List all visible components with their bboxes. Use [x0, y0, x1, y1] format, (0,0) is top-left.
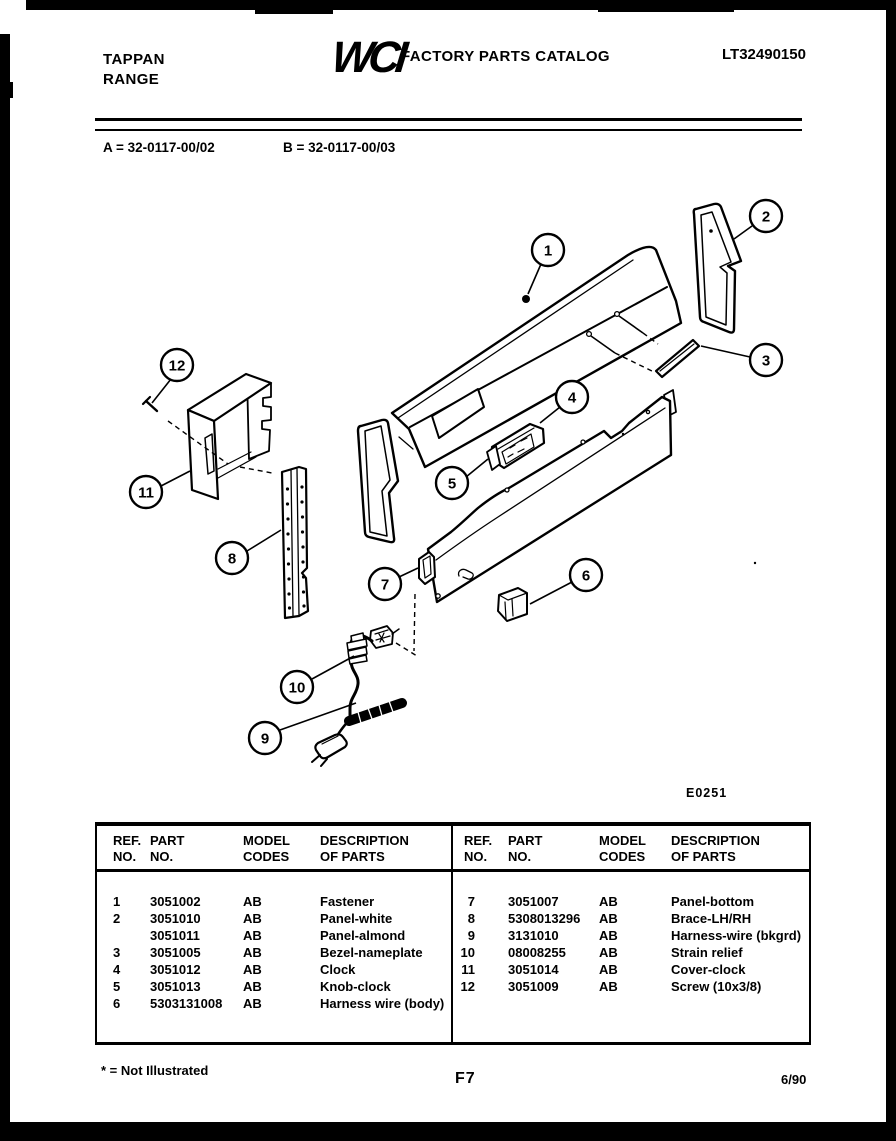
header-model: MODEL CODES: [243, 833, 290, 864]
header-part: PART NO.: [508, 833, 543, 864]
parts-table-right: [453, 826, 809, 1042]
table-row: 3051011 AB Panel-almond: [150, 928, 406, 943]
publication-number: LT32490150: [722, 46, 806, 63]
svg-text:11: 11: [138, 484, 154, 502]
model-a-label: A = 32-0117-00/02: [103, 140, 215, 155]
brand-line-1: TAPPAN: [103, 51, 165, 68]
scan-border-right: [886, 0, 896, 1141]
date-code: 6/90: [781, 1072, 807, 1087]
table-row: 7 3051007 AB Panel-bottom: [467, 894, 755, 909]
header-model: MODEL CODES: [599, 833, 646, 864]
scan-border-top: [26, 0, 896, 10]
svg-text:6: 6: [581, 567, 591, 585]
callout-2: [750, 200, 782, 232]
table-row: 4 3051012 AB Clock: [113, 962, 356, 977]
bezel-nameplate: [656, 340, 699, 377]
callout-3: [750, 344, 782, 376]
svg-text:10: 10: [288, 679, 306, 697]
scan-smudge-top-2: [598, 0, 734, 12]
screw-hole: [615, 312, 620, 317]
screw-hole: [709, 229, 713, 233]
table-row: 3 3051005 AB Bezel-nameplate: [113, 945, 423, 960]
callout-4: [556, 381, 588, 413]
page-number: F7: [455, 1070, 476, 1087]
parts-table-left: [97, 826, 453, 1042]
header-desc: DESCRIPTION OF PARTS: [671, 833, 760, 864]
callout-1: [532, 234, 564, 266]
svg-text:5: 5: [447, 475, 457, 493]
svg-text:3: 3: [761, 352, 771, 370]
svg-text:1: 1: [543, 242, 553, 260]
scan-smudge-left: [0, 82, 13, 98]
table-row: 12 3051009 AB Screw (10x3/8): [460, 979, 762, 994]
harness-wire: [312, 626, 402, 766]
header-rule: [95, 118, 802, 131]
callout-11: [130, 476, 162, 508]
scan-border-left: [0, 34, 10, 1141]
fastener: [522, 295, 530, 303]
figure-code: E0251: [686, 786, 728, 800]
table-header-right: [453, 826, 809, 865]
table-row: 10 08008255 AB Strain relief: [460, 945, 743, 960]
header-ref: REF. NO.: [464, 833, 493, 864]
table-row: 8 5308013296 AB Brace-LH/RH: [467, 911, 752, 926]
cover-clock: [188, 374, 271, 499]
scan-border-bottom: [0, 1122, 896, 1141]
svg-text:7: 7: [380, 576, 390, 594]
brand-block: [103, 50, 165, 90]
callout-8: [216, 542, 248, 574]
svg-text:2: 2: [761, 208, 771, 226]
end-panel-right: [694, 204, 741, 333]
catalog-title: FACTORY PARTS CATALOG: [401, 48, 610, 65]
not-illustrated-note: * = Not Illustrated: [101, 1063, 209, 1078]
callout-12: [161, 349, 193, 381]
callout-5: [436, 467, 468, 499]
scan-smudge-top-1: [255, 0, 333, 14]
table-header-rule: [453, 869, 809, 872]
scan-speck: [754, 562, 756, 564]
table-header-left: [97, 826, 451, 865]
end-panel-left: [358, 420, 398, 542]
table-row: 11 3051014 AB Cover-clock: [461, 962, 746, 977]
scan-speck: [622, 433, 624, 435]
callout-9: [249, 722, 281, 754]
model-b-label: B = 32-0117-00/03: [283, 140, 396, 155]
callout-10: [281, 671, 313, 703]
dashed-line: [414, 594, 415, 651]
strain-relief: [347, 633, 367, 664]
table-row: 6 5303131008 AB Harness wire (body): [113, 996, 445, 1011]
header-desc: DESCRIPTION OF PARTS: [320, 833, 409, 864]
screw-hole: [587, 332, 592, 337]
table-row: 2 3051010 AB Panel-white: [113, 911, 393, 926]
header-part: PART NO.: [150, 833, 185, 864]
dashed-line: [240, 467, 272, 473]
svg-text:12: 12: [168, 357, 186, 375]
panel-bottom-end-flange: [419, 552, 435, 584]
table-header-rule: [97, 869, 451, 872]
parts-list-table: [95, 822, 811, 1045]
header-ref: REF. NO.: [113, 833, 142, 864]
callout-7: [369, 568, 401, 600]
wci-logo: WCI: [329, 33, 406, 82]
wire-connector: [498, 588, 527, 621]
table-row: 9 3131010 AB Harness-wire (bkgrd): [467, 928, 802, 943]
coiled-cord: [349, 703, 402, 721]
clock: [487, 424, 544, 470]
brace: [282, 467, 308, 618]
callout-6: [570, 559, 602, 591]
svg-text:8: 8: [227, 550, 237, 568]
table-row: 5 3051013 AB Knob-clock: [113, 979, 391, 994]
svg-text:9: 9: [260, 730, 270, 748]
exploded-parts-diagram: [85, 170, 815, 815]
power-plug: [312, 734, 347, 766]
brand-line-2: RANGE: [103, 71, 160, 88]
table-row: 1 3051002 AB Fastener: [113, 894, 375, 909]
svg-text:4: 4: [567, 389, 577, 407]
